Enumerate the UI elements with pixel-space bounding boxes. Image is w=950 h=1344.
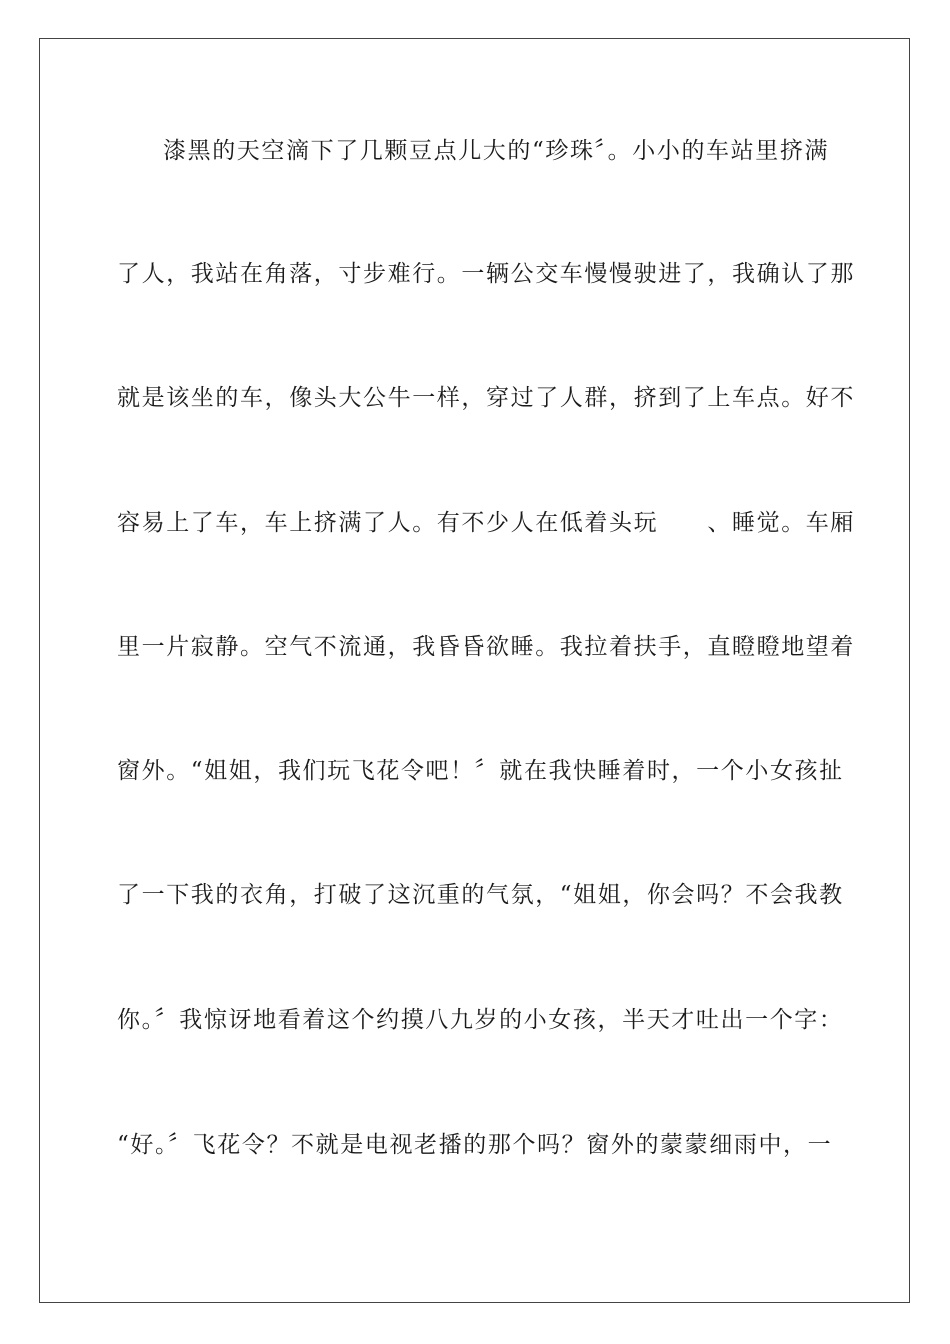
paragraph-line-8: 你。〞我惊讶地看着这个约摸八九岁的小女孩，半天才吐出一个字： [117,1007,844,1033]
paragraph-line-1: 漆黑的天空滴下了几颗豆点儿大的“珍珠〞。小小的车站里挤满 [163,138,830,164]
paragraph-line-9: “好。〞飞花令？不就是电视老播的那个吗？窗外的蒙蒙细雨中，一 [117,1132,833,1158]
page-border [39,38,910,1303]
paragraph-line-7: 了一下我的衣角，打破了这沉重的气氛，“姐姐，你会吗？不会我教 [117,882,844,908]
paragraph-line-6: 窗外。“姐姐，我们玩飞花令吧！〞就在我快睡着时，一个小女孩扯 [117,758,844,784]
paragraph-line-3: 就是该坐的车，像头大公牛一样，穿过了人群，挤到了上车点。好不 [117,385,855,411]
paragraph-line-4: 容易上了车，车上挤满了人。有不少人在低着头玩 、睡觉。车厢 [117,510,855,536]
paragraph-line-2: 了人，我站在角落，寸步难行。一辆公交车慢慢驶进了，我确认了那 [117,261,855,287]
paragraph-line-5: 里一片寂静。空气不流通，我昏昏欲睡。我拉着扶手，直瞪瞪地望着 [117,634,855,660]
